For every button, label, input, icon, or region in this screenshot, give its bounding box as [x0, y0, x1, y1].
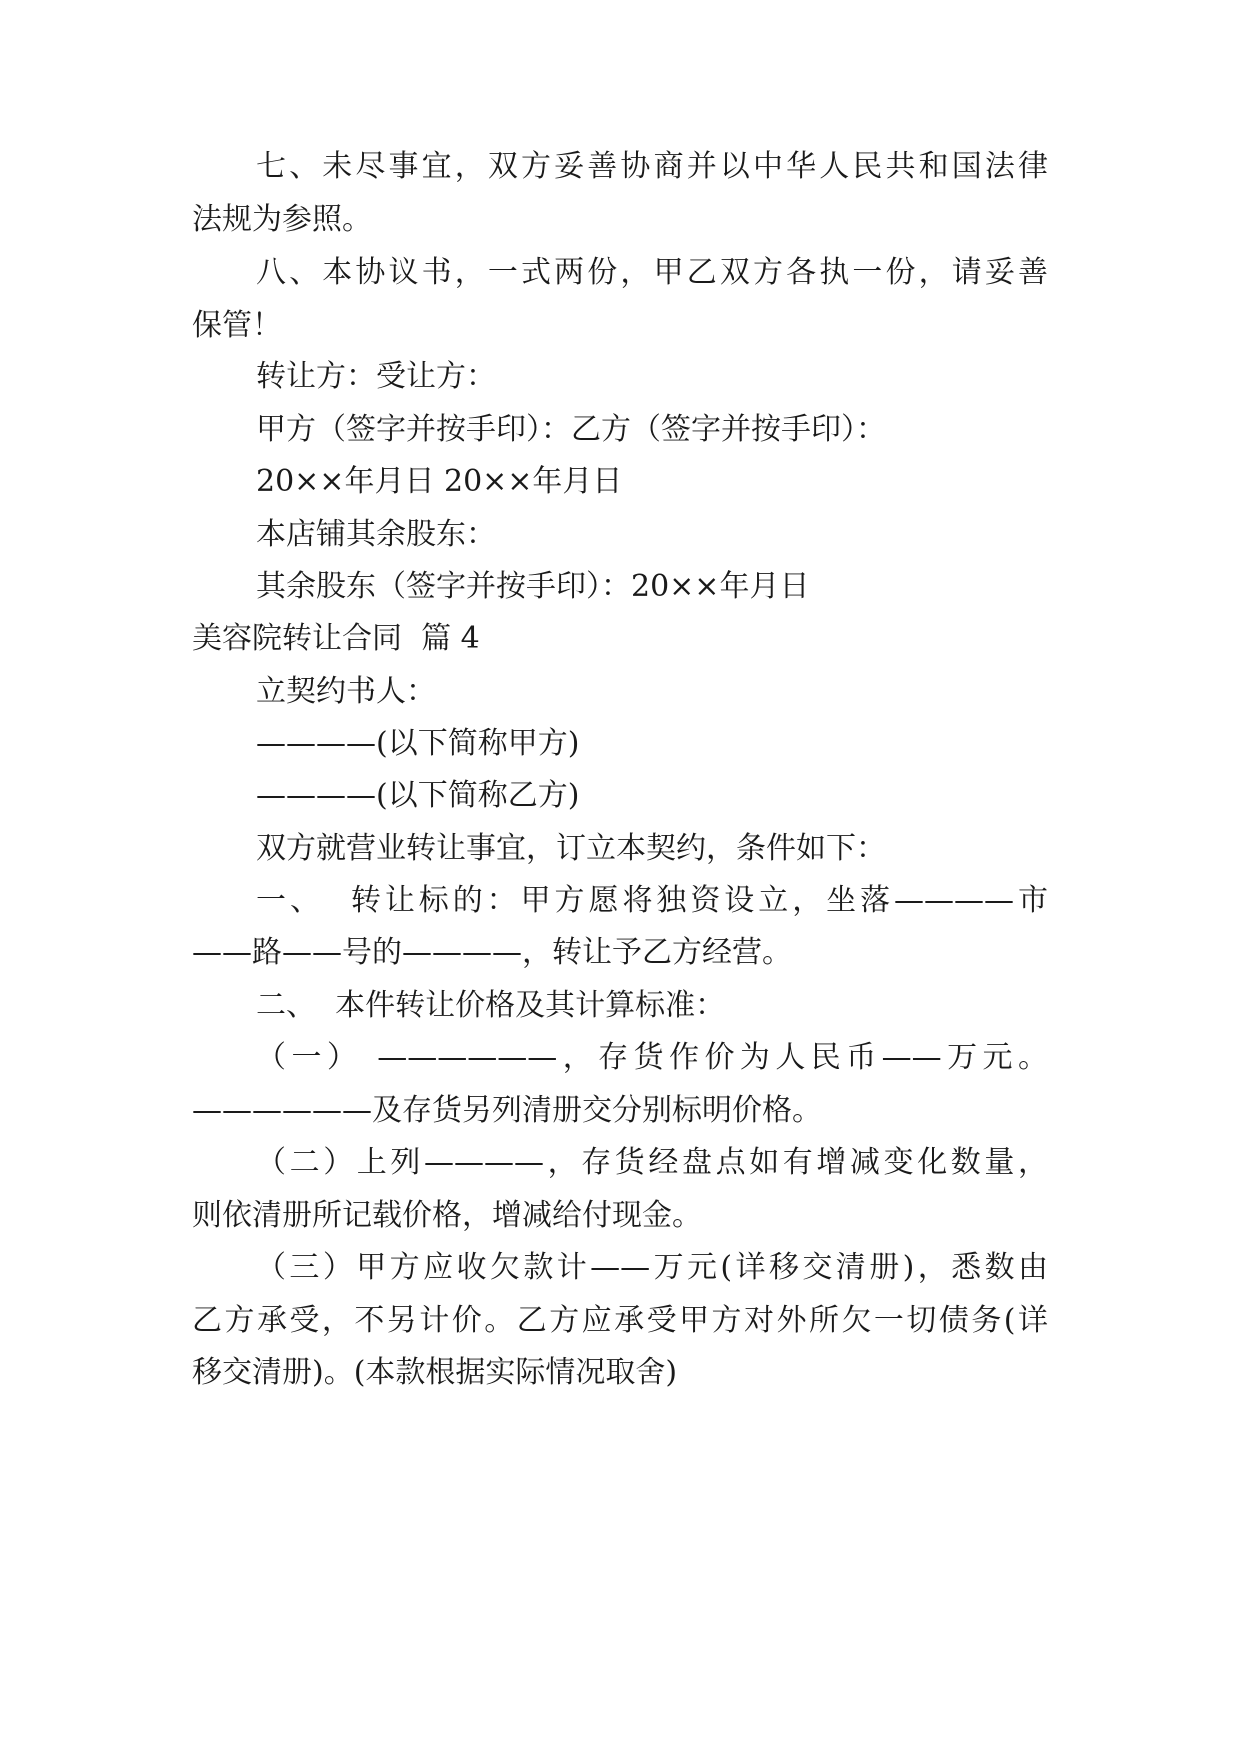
- paragraph-line: 二、 本件转让价格及其计算标准：: [256, 988, 726, 1023]
- paragraph-line: 一、 转让标的：甲方愿将独资设立，坐落————市: [256, 883, 1048, 918]
- paragraph-line: 法规为参照。: [192, 202, 372, 237]
- paragraph-line: ——路——号的————，转让予乙方经营。: [192, 935, 792, 970]
- paragraph-line: 本店铺其余股东：: [256, 517, 496, 552]
- paragraph-line: 乙方承受，不另计价。乙方应承受甲方对外所欠一切债务(详: [192, 1303, 1048, 1338]
- section-heading: 美容院转让合同 篇 4: [192, 621, 480, 656]
- paragraph-line: 甲方（签字并按手印）：乙方（签字并按手印）：: [256, 412, 886, 447]
- paragraph-line: ——————及存货另列清册交分别标明价格。: [192, 1093, 822, 1128]
- paragraph-line: 20××年月日 20××年月日: [256, 464, 623, 499]
- paragraph-line: 保管！: [192, 308, 282, 343]
- paragraph-line: 七、未尽事宜，双方妥善协商并以中华人民共和国法律: [256, 149, 1048, 184]
- paragraph-line: （三）甲方应收欠款计——万元(详移交清册)，悉数由: [256, 1250, 1048, 1285]
- paragraph-line: ————(以下简称甲方): [256, 726, 580, 761]
- paragraph-line: 双方就营业转让事宜，订立本契约，条件如下：: [256, 831, 886, 866]
- paragraph-line: 立契约书人：: [256, 674, 436, 709]
- paragraph-line: 八、本协议书，一式两份，甲乙双方各执一份，请妥善: [256, 255, 1048, 290]
- paragraph-line: （一） ——————，存货作价为人民币——万元。: [256, 1040, 1048, 1075]
- paragraph-line: 则依清册所记载价格，增减给付现金。: [192, 1198, 702, 1233]
- paragraph-line: 移交清册)。(本款根据实际情况取舍): [192, 1355, 678, 1390]
- paragraph-line: （二）上列————，存货经盘点如有增减变化数量，: [256, 1145, 1048, 1180]
- paragraph-line: ————(以下简称乙方): [256, 778, 580, 813]
- paragraph-line: 其余股东（签字并按手印）：20××年月日: [256, 569, 810, 604]
- paragraph-line: 转让方：受让方：: [256, 359, 496, 394]
